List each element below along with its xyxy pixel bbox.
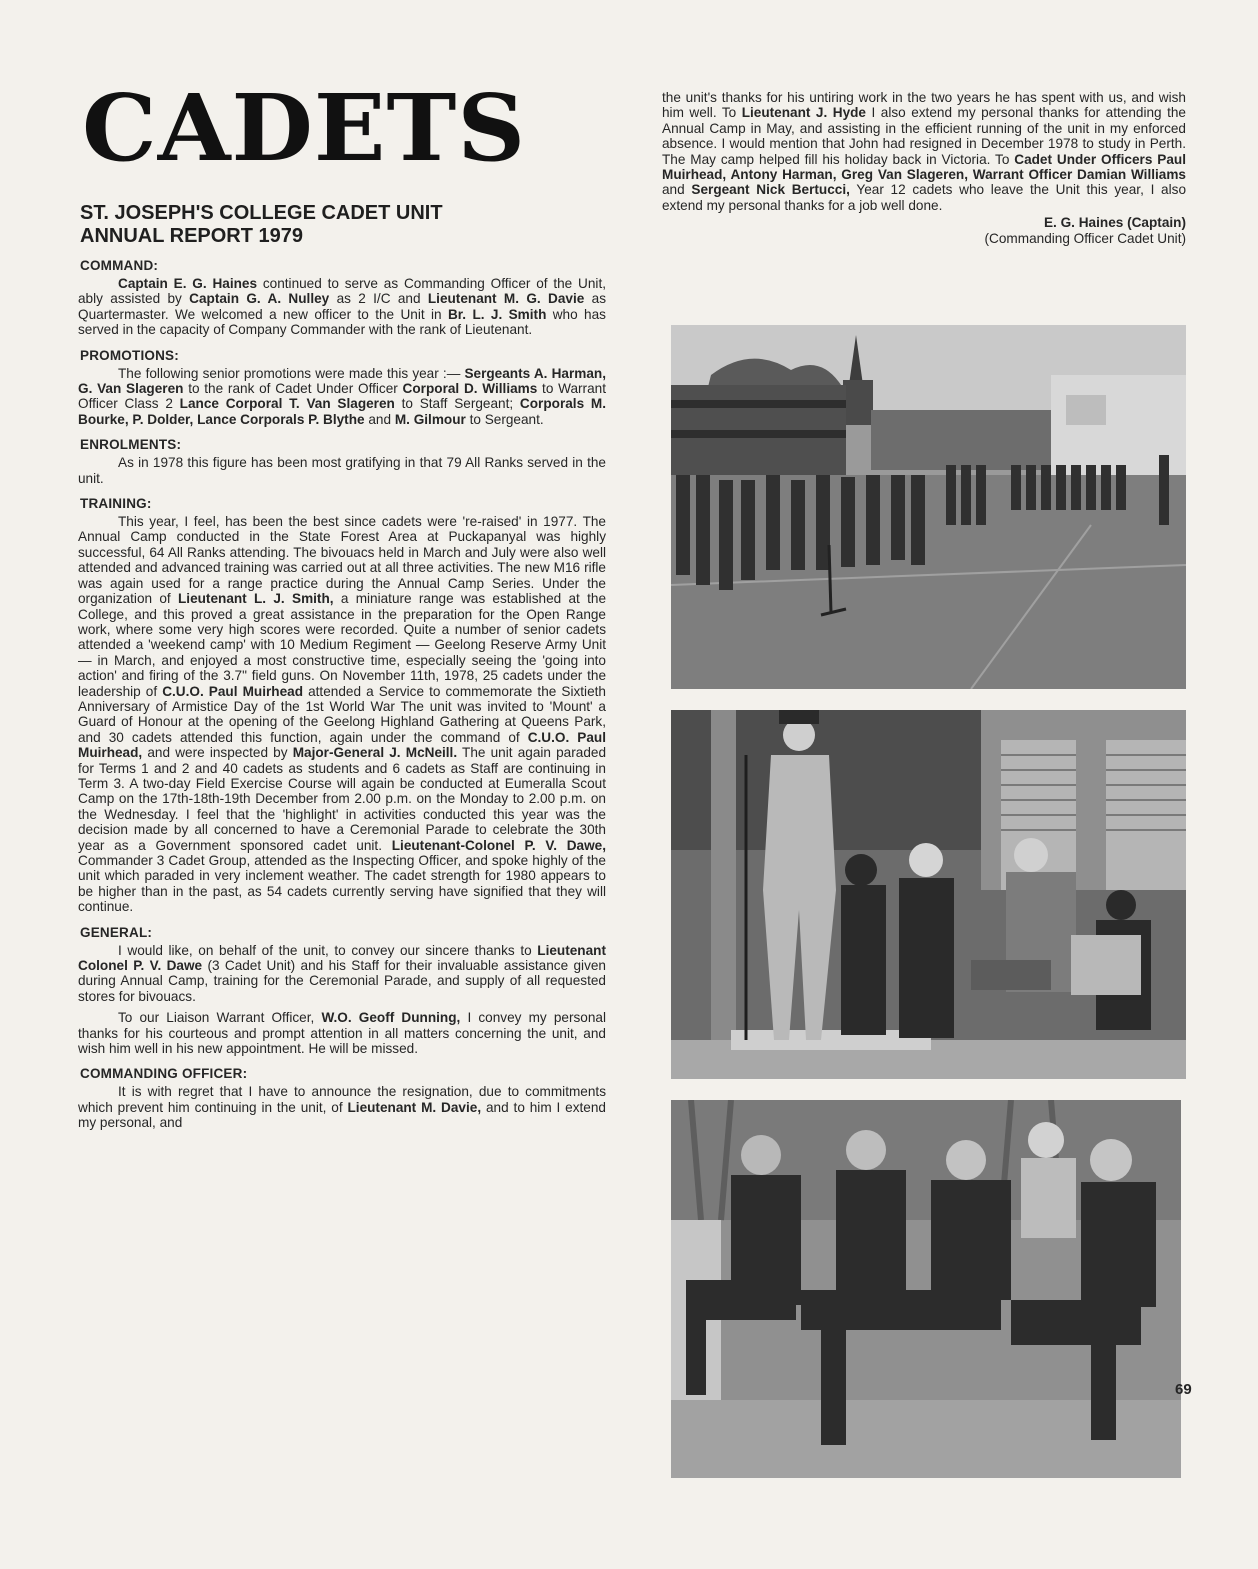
continuation-paragraph	[662, 90, 1186, 213]
bold-name: Br. L. J. Smith	[447, 306, 547, 322]
text-run: to Sergeant.	[465, 411, 544, 427]
command-paragraph	[78, 276, 606, 338]
report-title-line-2: ANNUAL REPORT 1979	[80, 225, 304, 247]
left-column	[78, 70, 606, 1131]
bold-name: Corporals M. Bourke, P. Dolder, Lance Corporals P. Blythe	[78, 396, 606, 427]
signature	[662, 215, 1186, 247]
bold-name: Lieutenant J. Hyde	[741, 105, 866, 121]
masthead-title: CADETS	[82, 74, 527, 182]
text-run: It is with regret that I have to announce the resignation, due to commitments which prevent him continuing in the unit, of	[78, 1084, 606, 1115]
text-run: a miniature range was established at the College, and this proved a great assistance in the preparation for the Open Range work, where some very high scores were recorded. Quite a number of senior cadets attended a 'weekend camp' with 10 Medium Regiment — Geelong Reserve Army Unit — in March, and enjoyed a most constructive time, especially seeing the 'going into action' and firing of the 3.7" field guns. On November 11th, 1978, 25 cadets under the leadership of	[78, 591, 607, 699]
general-paragraph-2	[78, 1010, 606, 1056]
text-run: continued to serve as Commanding Officer of the Unit, ably assisted by	[78, 276, 607, 307]
text-run: to the rank of Cadet Under Officer	[183, 381, 403, 397]
bold-name: Lieutenant L. J. Smith,	[177, 591, 334, 607]
text-run: (3 Cadet Unit) and his Staff for their invaluable assistance given during Annual Camp, training for the Ceremonial Parade, and supply of all requested stores for bivouacs.	[78, 958, 606, 1004]
text-run: Commander 3 Cadet Group, attended as the Inspecting Officer, and spoke highly of the unit which paraded in very inclement weather. The cadet strength for 1980 appears to be higher than in the past, as 54 cadets currently serving have signified that they will continue.	[78, 853, 606, 915]
report-title-line-1: ST. JOSEPH'S COLLEGE CADET UNIT	[80, 202, 443, 224]
text-run: attended a Service to commemorate the Sixtieth Anniversary of Armistice Day of the 1st World War The unit was invited to 'Mount' a Guard of Honour at the opening of the Geelong Highland Gathering at Queens Park, and 30 cadets attended this function, again under the command of	[78, 683, 606, 745]
training-heading: TRAINING:	[80, 496, 152, 512]
text-run: This year, I feel, has been the best since cadets were 're-raised' in 1977. The Annual Camp conducted in the State Forest Area at Puckapanyal was highly successful, 64 All Ranks attending. The bivouacs held in March and July were also well attended and advanced training was carried out at all three activities. The new M16 rifle was again used for a range practice during the Annual Camp Series. Under the organization of	[78, 514, 606, 607]
signature-role: (Commanding Officer Cadet Unit)	[984, 231, 1186, 247]
signature-name: E. G. Haines (Captain)	[1043, 215, 1186, 231]
bold-name: Major-General J. McNeill.	[292, 745, 458, 761]
text-run: who has served in the capacity of Company Commander with the rank of Lieutenant.	[78, 306, 606, 338]
seated-guests-photo	[671, 1100, 1181, 1478]
bold-name: Lieutenant Colonel P. V. Dawe	[78, 942, 606, 974]
report-title	[80, 202, 606, 248]
promotions-paragraph	[78, 366, 606, 428]
enrolments-paragraph	[78, 455, 606, 486]
promotions-heading: PROMOTIONS:	[80, 347, 179, 363]
text-run: The unit again paraded for Terms 1 and 2 and 40 cadets as students and 6 cadets as Staff are continuing in Term 3. A two-day Field Exercise Course will again be conducted at Eumeralla Scout Camp on the 17th-18th-19th December from 2.00 p.m. on the Monday to 2.00 p.m. on the Wednesday. I feel that the 'highlight' in activities conducted this year was the decision made by all concerned to have a Ceremonial Parade to celebrate the 30th year as a Government sponsored cadet unit.	[78, 745, 606, 853]
page-number: 69	[1175, 1381, 1192, 1398]
text-run: As in 1978 this figure has been most gratifying in that 79 All Ranks served in the unit.	[78, 455, 606, 486]
text-run: the unit's thanks for his untiring work in the two years he has spent with us, and wish him well. To	[662, 90, 1186, 121]
bold-name: M. Gilmour	[394, 411, 466, 427]
text-run: The following senior promotions were made this year :—	[118, 365, 465, 381]
text-run: and	[364, 411, 395, 427]
commanding-officer-heading: COMMANDING OFFICER:	[80, 1066, 248, 1082]
commanding-officer-paragraph	[78, 1084, 606, 1130]
bold-name: Lieutenant M. Davie,	[347, 1099, 482, 1115]
enrolments-heading: ENROLMENTS:	[80, 437, 182, 453]
bold-name: C.U.O. Paul Muirhead,	[78, 729, 606, 761]
text-run: Year 12 cadets who leave the Unit this year, I also extend my personal thanks for a job well done.	[662, 182, 1186, 213]
text-run: to Warrant Officer Class 2	[78, 381, 606, 412]
text-run: I convey my personal thanks for his courteous and prompt attention in all matters concerning the unit, and wish him well in his new appointment. He will be missed.	[78, 1010, 606, 1057]
text-run: as 2 I/C and	[329, 291, 428, 307]
bold-name: Captain E. G. Haines	[118, 276, 258, 291]
parade-photo	[671, 325, 1186, 689]
general-heading: GENERAL:	[80, 924, 153, 940]
text-run: as Quartermaster. We welcomed a new officer to the Unit in	[78, 291, 606, 322]
bold-name: Lieutenant-Colonel P. V. Dawe,	[391, 837, 607, 853]
text-run: and to him I extend my personal, and	[78, 1099, 606, 1131]
text-run: I would like, on behalf of the unit, to convey our sincere thanks to	[118, 942, 538, 958]
right-column	[662, 90, 1186, 247]
bold-name: Corporal D. Williams	[402, 381, 538, 397]
bold-name: Sergeant Nick Bertucci,	[691, 182, 850, 198]
text-run: I also extend my personal thanks for attending the Annual Camp in May, and assisting in the efficient running of the unit in my enforced absence. I would mention that John had resigned in December 1978 to study in Perth. The May camp helped fill his holiday back in Victoria. To	[662, 105, 1186, 167]
text-run: and	[662, 182, 692, 198]
bold-name: Captain G. A. Nulley	[189, 291, 330, 307]
text-run: to Staff Sergeant;	[394, 396, 520, 412]
bold-name: Cadet Under Officers Paul Muirhead, Antony Harman, Greg Van Slageren, Warrant Officer Damian Williams	[662, 151, 1186, 183]
training-paragraph	[78, 514, 606, 915]
text-run: To our Liaison Warrant Officer,	[118, 1010, 322, 1026]
general-paragraph-1	[78, 943, 606, 1005]
bold-name: Sergeants A. Harman, G. Van Slageren	[78, 365, 606, 397]
bold-name: Lieutenant M. G. Davie	[427, 291, 585, 307]
officer-speaking-photo	[671, 710, 1186, 1079]
text-run: and were inspected by	[142, 745, 293, 761]
command-heading: COMMAND:	[80, 258, 159, 273]
bold-name: Lance Corporal T. Van Slageren	[179, 396, 395, 412]
bold-name: W.O. Geoff Dunning,	[321, 1010, 461, 1026]
bold-name: C.U.O. Paul Muirhead	[162, 683, 304, 699]
